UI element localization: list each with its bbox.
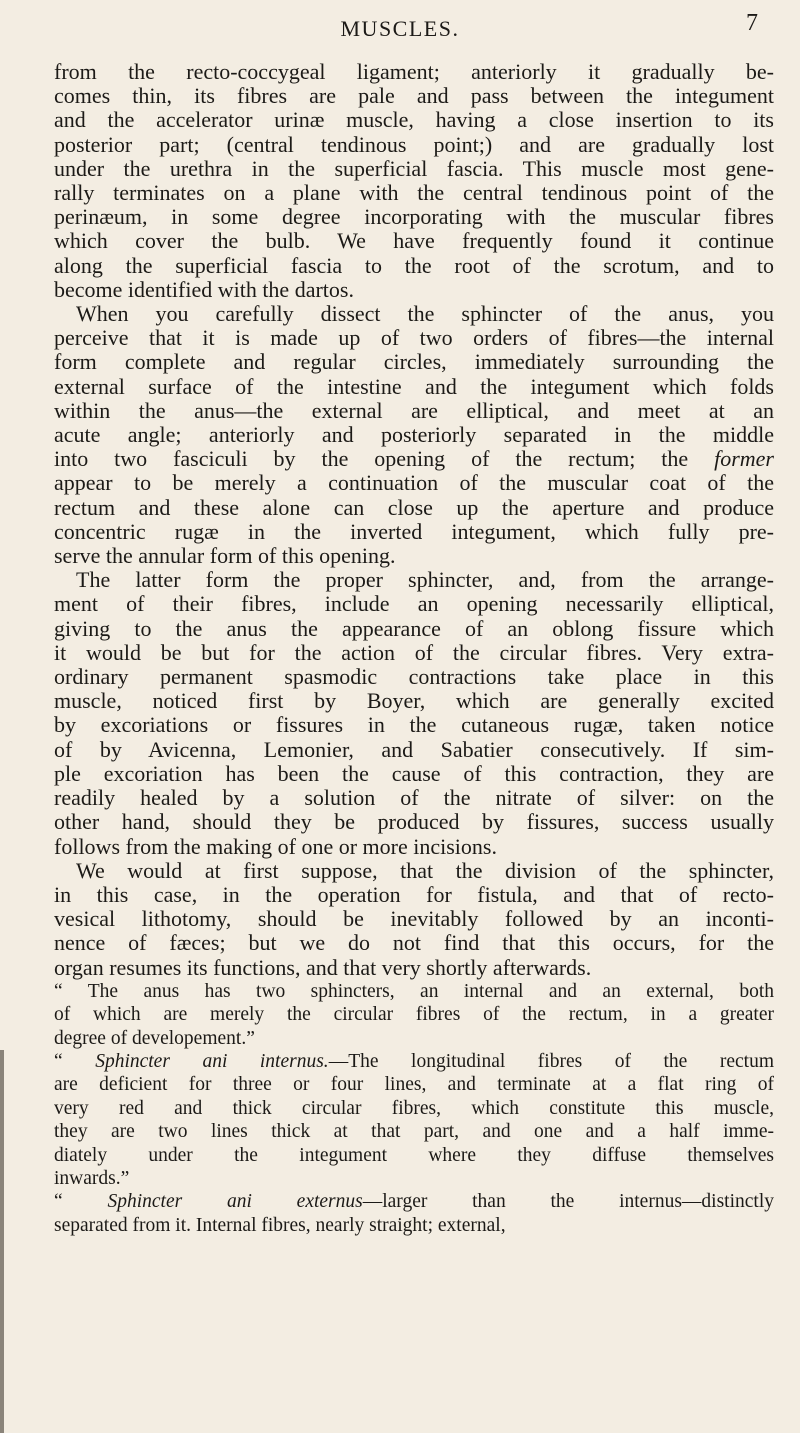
text-line: it would be but for the action of the circular fibres. Very extra- [54, 639, 774, 665]
text-line: under the urethra in the superficial fascia. This muscle most gene- [54, 155, 774, 181]
text-line: perinæum, in some degree incorporating with the muscular fibres [54, 204, 774, 230]
text-line: within the anus—the external are elliptical, and meet at an [54, 397, 774, 423]
text-line: “ Sphincter ani internus.—The longitudinal fibres of the rectum [54, 1050, 774, 1072]
text-line: diately under the integument where they diffuse themselves [54, 1144, 774, 1166]
text-line: from the recto-coccygeal ligament; anteriorly it gradually be- [54, 59, 774, 84]
text-line: acute angle; anteriorly and posteriorly separated in the middle [54, 422, 774, 448]
text-line: along the superficial fascia to the root of the scrotum, and to [54, 252, 774, 278]
text-line: We would at first suppose, that the division of the sphincter, [76, 857, 774, 883]
text-line: rectum and these alone can close up the aperture and produce [54, 494, 774, 520]
text-line: rally terminates on a plane with the central tendinous point of the [54, 180, 774, 206]
text-line: they are two lines thick at that part, and one and a half imme- [54, 1121, 774, 1143]
text-line: inwards.” [54, 1167, 130, 1189]
text-line: ment of their fibres, include an opening necessarily elliptical, [54, 591, 774, 617]
text-line: posterior part; (central tendinous point;) and are gradually lost [54, 131, 774, 157]
text-line: serve the annular form of this opening. [54, 543, 396, 569]
text-line: are deficient for three or four lines, and terminate at a flat ring of [54, 1074, 774, 1096]
text-line: muscle, noticed first by Boyer, which are generally excited [54, 688, 774, 714]
text-line: of which are merely the circular fibres of the rectum, in a greater [54, 1004, 774, 1026]
text-line: separated from it. Internal fibres, nearly straight; external, [54, 1214, 506, 1236]
text-line: organ resumes its functions, and that very shortly afterwards. [54, 954, 592, 980]
binding-edge [0, 1050, 4, 1433]
text-line: which cover the bulb. We have frequently found it continue [54, 228, 774, 254]
text-line: concentric rugæ in the inverted integument, which fully pre- [54, 518, 774, 544]
text-line: nence of fæces; but we do not find that this occurs, for the [54, 930, 774, 956]
text-line: degree of developement.” [54, 1027, 255, 1049]
page-header [0, 10, 800, 56]
text-line: in this case, in the operation for fistula, and that of recto- [54, 881, 774, 907]
text-line: “ The anus has two sphincters, an internal and an external, both [54, 980, 774, 1002]
text-line: other hand, should they be produced by fissures, success usually [54, 809, 774, 835]
text-line: ordinary permanent spasmodic contractions take place in this [54, 664, 774, 690]
text-line: follows from the making of one or more incisions. [54, 833, 497, 859]
text-line: giving to the anus the appearance of an oblong fissure which [54, 615, 774, 641]
text-line: ple excoriation has been the cause of this contraction, they are [54, 760, 774, 786]
text-line: into two fasciculi by the opening of the rectum; the former [54, 446, 774, 472]
text-line: form complete and regular circles, immediately surrounding the [54, 349, 774, 375]
body-text [54, 60, 774, 1237]
text-line: become identified with the dartos. [54, 276, 354, 302]
text-line: When you carefully dissect the sphincter of the anus, you [76, 301, 774, 327]
text-line: of by Avicenna, Lemonier, and Sabatier consecutively. If sim- [54, 736, 774, 762]
text-line: appear to be merely a continuation of the muscular coat of the [54, 470, 774, 496]
text-line: vesical lithotomy, should be inevitably followed by an inconti- [54, 906, 774, 932]
text-line: external surface of the intestine and the integument which folds [54, 373, 774, 399]
text-line: perceive that it is made up of two orders of fibres—the internal [54, 325, 774, 351]
text-line: The latter form the proper sphincter, and, from the arrange- [76, 567, 774, 593]
text-line: by excoriations or fissures in the cutaneous rugæ, taken notice [54, 712, 774, 738]
text-line: and the accelerator urinæ muscle, having a close insertion to its [54, 107, 774, 133]
page-number: 7 [746, 10, 758, 36]
text-line: “ Sphincter ani externus—larger than the internus—distinctly [54, 1191, 774, 1213]
text-line: very red and thick circular fibres, which constitute this muscle, [54, 1097, 774, 1119]
running-head: MUSCLES. [340, 16, 460, 41]
text-line: readily healed by a solution of the nitrate of silver: on the [54, 785, 774, 811]
text-line: comes thin, its fibres are pale and pass between the integument [54, 83, 774, 109]
